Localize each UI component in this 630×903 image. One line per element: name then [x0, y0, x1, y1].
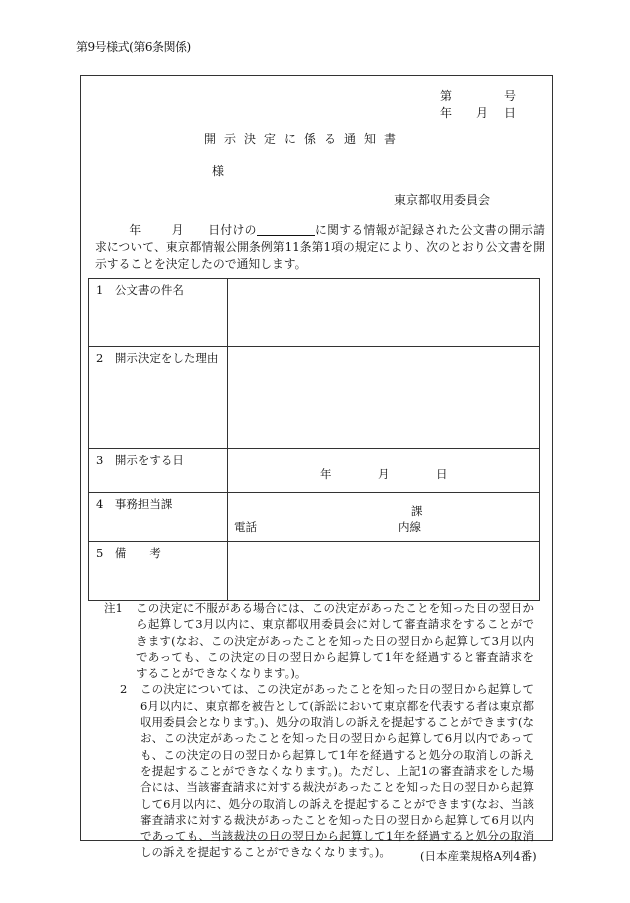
table-row	[89, 279, 539, 346]
body-year: 年	[129, 223, 142, 237]
page-title: 開示決定に係る通知書	[204, 132, 405, 146]
disclosure-day: 日	[436, 467, 448, 481]
paper-size-note: (日本産業規格A列4番)	[420, 849, 537, 863]
number-date-block	[440, 88, 516, 122]
table-row	[89, 346, 539, 448]
row-value	[228, 279, 539, 346]
form-id: 第9号様式(第6条関係)	[76, 40, 191, 54]
date-day: 日	[504, 106, 517, 120]
number-suffix: 号	[504, 89, 517, 103]
row-label: 4 事務担当課	[89, 493, 228, 541]
subject-blank-line	[257, 223, 315, 236]
date-month: 月	[476, 106, 489, 120]
table-row	[89, 448, 539, 492]
number-label: 第	[440, 89, 453, 103]
disclosure-year: 年	[320, 467, 332, 481]
notes	[104, 600, 534, 861]
note-2-mark: 2	[120, 682, 128, 697]
body-paragraph	[95, 222, 545, 273]
issuer: 東京都収用委員会	[394, 193, 491, 207]
row-label: 5 備 考	[89, 542, 228, 600]
row-label: 2 開示決定をした理由	[89, 347, 228, 448]
body-text: に関する情報が記録された公文書の開示請求について、東京都情報公開条例第11条第1項の規定により、次のとおり公文書を開示することを決定したので通知します。	[95, 223, 545, 271]
date-line	[440, 105, 516, 122]
addressee-suffix: 様	[212, 164, 225, 178]
department-suffix: 課	[411, 504, 423, 518]
number-line	[440, 88, 516, 105]
note-1	[104, 600, 534, 681]
phone-label: 電話	[234, 520, 257, 534]
note-2	[120, 681, 534, 860]
date-year: 年	[440, 106, 453, 120]
extension-label: 内線	[398, 520, 421, 534]
row-value	[228, 449, 539, 492]
note-1-mark: 注1	[104, 601, 123, 615]
disclosure-month: 月	[378, 467, 390, 481]
row-value	[228, 347, 539, 448]
body-day-prefix: 日付けの	[207, 223, 257, 237]
table-row	[89, 541, 539, 600]
note-2-text: この決定については、この決定があったことを知った日の翌日から起算して6月以内に、東京都を被告として(訴訟において東京都を代表する者は東京都収用委員会となります。)、処分の取消しの訴えを提起することができます(なお、この決定があったことを知った日の翌日から起算して6月以内であっても、この決定の日の翌日から起算して1年を経過すると処分の取消しの訴えを提起することができなくなります。)。ただし、上記1の審査請求をした場合には、当該審査請求に対する裁決があったことを知った日の翌日から起算して6月以内に、処分の取消しの訴えを提起することができます(なお、当該審査請求に対する裁決があったことを知った日の翌日から起算して6月以内であっても、当該裁決の日の翌日から起算して1年を経過すると処分の取消しの訴えを提起することができなくなります。)。	[140, 682, 534, 860]
table-row	[89, 492, 539, 541]
details-table	[88, 278, 540, 601]
body-month: 月	[171, 223, 184, 237]
row-label: 3 開示をする日	[89, 449, 228, 492]
row-label: 1 公文書の件名	[89, 279, 228, 346]
note-1-text: この決定に不服がある場合には、この決定があったことを知った日の翌日から起算して3月以内に、東京都収用委員会に対して審査請求をすることができます(なお、この決定があったことを知った日の翌日から起算して3月以内であっても、この決定の日の翌日から起算して1年を経過すると審査請求をすることができなくなります。)。	[136, 601, 534, 681]
row-value	[228, 542, 539, 600]
row-value	[228, 493, 539, 541]
